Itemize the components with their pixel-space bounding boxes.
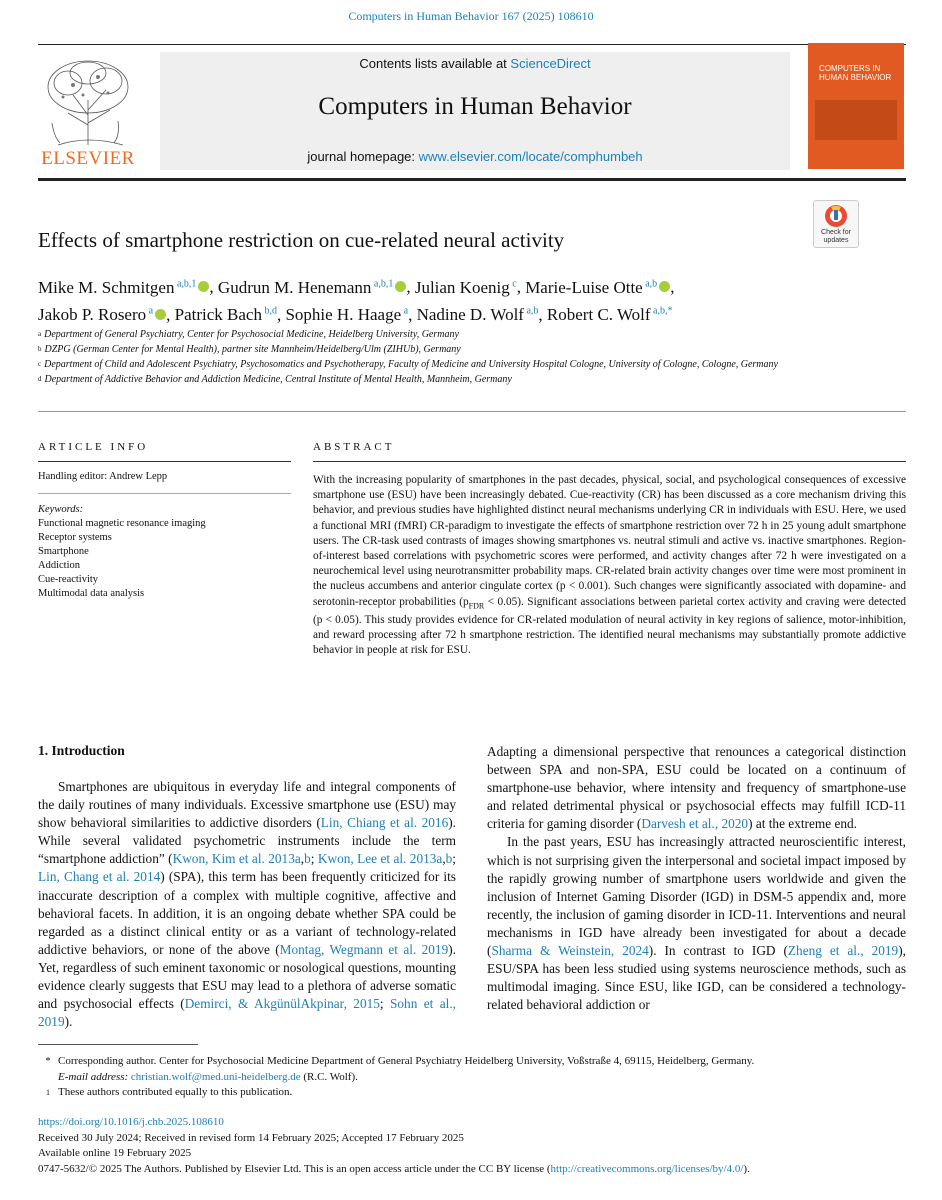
citation-link[interactable]: Demirci, & AkgünülAkpinar, 2015 <box>184 996 380 1012</box>
intro-paragraph-2: Adapting a dimensional perspective that renounces a categorical distinction between SPA and non-SPA, ESU could be located on a continuum of smartphone-use behavior, where intensity and frequency of smartphone-use and related detrimental physical or psychosocial effects may fulfill ICD-11 criteria for gaming disorder (Darvesh et al., 2020) at the extreme end. <box>487 744 906 832</box>
author-affiliation-marker[interactable]: a,b <box>642 278 658 289</box>
homepage-link[interactable]: www.elsevier.com/locate/comphumbeh <box>418 149 643 164</box>
info-rule-2 <box>38 493 291 494</box>
header-rule <box>38 44 906 45</box>
orcid-icon[interactable] <box>155 309 166 320</box>
keyword-item: Receptor systems <box>38 532 112 543</box>
header-thick-rule <box>38 178 906 181</box>
equal-contribution-note: 1 These authors contributed equally to this publication. <box>46 1086 293 1098</box>
citation-link[interactable]: Sohn et al., 2019 <box>38 996 456 1030</box>
journal-homepage <box>160 149 790 164</box>
journal-title: Computers in Human Behavior <box>318 93 632 120</box>
check-updates-icon <box>814 201 858 231</box>
affiliations <box>38 327 898 387</box>
author-name[interactable]: Jakob P. Rosero $^a$ <box>38 305 166 324</box>
right-column <box>487 743 906 1014</box>
citation-link[interactable]: Kwon, Kim et al. 2013a <box>172 851 301 867</box>
intro-paragraph-3: In the past years, ESU has increasingly attracted neuroscientific interest, which is not surprising given the interpersonal and societal impact imposed by the rapidly growing number of smartphone users worldwide and given the inclusion of Internet Gaming Disorder (IGD) in DSM-5 appendix and, more recently, the inclusion of gaming disorder in ICD-11. Interventions and neural mechanisms in IGD have already been investigated for about a decade (Sharma & Weinstein, 2024). In contrast to IGD (Zheng et al., 2019), ESU/SPA has been less studied using systems neuroscience methods, such as multimodal imaging. Since ESU, like IGD, can be considered a technology-related behavioral addiction or <box>487 834 906 1013</box>
footnotes <box>38 1054 908 1101</box>
citation-link[interactable]: b <box>445 851 453 867</box>
journal-citation[interactable]: Computers in Human Behavior 167 (2025) 108610 <box>348 9 594 23</box>
publication-info <box>38 1115 918 1177</box>
keywords-list <box>38 517 206 601</box>
contents-line <box>160 56 790 71</box>
received-dates: Received 30 July 2024; Received in revised form 14 February 2025; Accepted 17 February 2025 <box>38 1131 464 1144</box>
author-affiliation-marker[interactable]: b,d <box>261 305 277 317</box>
affil-rule <box>38 411 906 412</box>
email-note: E-mail address: christian.wolf@med.uni-heidelberg.de (R.C. Wolf). <box>58 1070 358 1083</box>
author-affiliation-marker[interactable]: a,b,* <box>650 305 673 317</box>
citation-link[interactable]: Sharma & Weinstein, 2024 <box>491 943 649 959</box>
author-affiliation-marker[interactable]: c <box>509 278 517 289</box>
keywords-label: Keywords: <box>38 504 84 515</box>
license-link[interactable]: http://creativecommons.org/licenses/by/4.0/ <box>550 1162 744 1175</box>
doi-link[interactable]: https://doi.org/10.1016/j.chb.2025.108610 <box>38 1116 224 1128</box>
author-affiliation-marker[interactable]: a,b,1 <box>174 278 197 289</box>
author-name[interactable]: Nadine D. Wolf $^{a,b}$ <box>416 305 539 325</box>
intro-paragraph-1: Smartphones are ubiquitous in everyday life and integral components of the daily routines of many individuals. Excessive smartphone use (ESU) may show behavioral similarities to addictive disorders (Lin, Chiang et al. 2016). While several validated psychometric instruments include the term “smartphone addiction” (Kwon, Kim et al. 2013a,b; Kwon, Lee et al. 2013a,b; Lin, Chang et al. 2014) (SPA), this term has been frequently criticized for its inaccurate description of a complex with multiple cognitive, affective and behavioral facets. In addition, it is an ongoing debate whether SPA could be regarded as a distinct clinical entity or as a variant of technology-related addictive behaviors, or none of the above (Montag, Wegmann et al. 2019). Yet, regardless of such eminent taxonomic or nosological questions, mounting evidence clearly suggests that ESU may lead to a plethora of adverse somatic and psychosocial effects (Demirci, & AkgünülAkpinar, 2015; Sohn et al., 2019). <box>38 779 456 1030</box>
keyword-item: Functional magnetic resonance imaging <box>38 518 206 529</box>
orcid-icon[interactable] <box>659 281 670 292</box>
author-name[interactable]: Marie-Luise Otte $^{a,b}$ <box>525 278 670 297</box>
orcid-icon[interactable] <box>198 281 209 292</box>
license-line: 0747-5632/© 2025 The Authors. Published by Elsevier Ltd. This is an open access article under the CC BY license (http://creativecommons.org/licenses/by/4.0/). <box>38 1162 750 1175</box>
abstract-heading: ABSTRACT <box>313 441 395 453</box>
citation-link[interactable]: Kwon, Lee et al. 2013a <box>317 851 443 867</box>
affiliation-c: $^c$ Department of Child and Adolescent Psychiatry, Psychosomatics and Psychotherapy, Faculty of Medicine and University Hospital Cologne, University of Cologne, Cologne, Germany <box>38 359 778 370</box>
left-column <box>38 778 456 1031</box>
sciencedirect-link[interactable]: ScienceDirect <box>510 56 591 71</box>
publisher-wordmark: ELSEVIER <box>41 148 135 169</box>
author-affiliation-marker[interactable]: a,b <box>523 305 539 317</box>
citation-link[interactable]: b <box>304 851 311 867</box>
keyword-item: Multimodal data analysis <box>38 588 145 599</box>
corresponding-author-note: * Corresponding author. Center for Psychosocial Medicine Department of General Psychiatry Heidelberg University, Voßstraße 4, 69115, Heidelberg, Germany. <box>45 1055 755 1067</box>
author-name[interactable]: Mike M. Schmitgen $^{a,b,1}$ <box>38 278 209 297</box>
keyword-item: Cue-reactivity <box>38 574 99 585</box>
info-rule <box>38 461 291 462</box>
cover-art <box>815 100 897 140</box>
citation-link[interactable]: Montag, Wegmann et al. 2019 <box>279 941 449 957</box>
check-updates-label: Check for updates <box>821 229 851 244</box>
handling-editor: Handling editor: Andrew Lepp <box>38 471 168 482</box>
author-name[interactable]: Gudrun M. Henemann $^{a,b,1}$ <box>218 278 406 297</box>
author-name[interactable]: Sophie H. Haage $^a$ <box>285 305 409 325</box>
keyword-item: Addiction <box>38 560 80 571</box>
cover-title: COMPUTERS IN HUMAN BEHAVIOR <box>819 64 892 82</box>
citation-link[interactable]: Zheng et al., 2019 <box>787 943 899 959</box>
author-name[interactable]: Robert C. Wolf $^{a,b,*}$ <box>546 305 673 325</box>
article-info-heading: ARTICLE INFO <box>38 441 149 453</box>
citation-link[interactable]: Lin, Chang et al. 2014 <box>38 869 161 885</box>
author-affiliation-marker[interactable]: a,b,1 <box>371 278 394 289</box>
section-heading-introduction: 1. Introduction <box>38 743 125 758</box>
keywords-block <box>38 503 206 601</box>
author-list: Mike M. Schmitgen $^{a,b,1}$ , Gudrun M. Henemann $^{a,b,1}$ , Julian Koenig $^c$, Marie-Luise Otte $^{a,b}$ , Jakob P. Rosero $^a$ , Patrick Bach $^{b,d}$, Sophie H. Haage $^a$, Nadine D. Wolf $^{a,b}$, Robert C. Wolf $^{a,b,*}$ <box>38 277 675 325</box>
affiliation-b: $^b$ DZPG (German Center for Mental Health), partner site Mannheim/Heidelberg/Ulm (ZIHUb), Germany <box>38 344 461 355</box>
author-name[interactable]: Julian Koenig $^c$ <box>414 277 517 297</box>
contents-prefix: Contents lists available at <box>359 56 507 71</box>
homepage-prefix: journal homepage: <box>307 149 416 164</box>
abstract-rule <box>313 461 906 462</box>
author-name[interactable]: Patrick Bach $^{b,d}$ <box>174 305 277 325</box>
abstract-text: With the increasing popularity of smartphones in the past decades, physical, social, and psychological consequences of excessive smartphone use (ESU) have been increasingly debated. Cue-reactivity (CR) has been discussed as a core mechanism driving this behavior, and previous studies have highlighted distinct neural mechanisms underlying CR in individuals with ESU. Here, we used a functional MRI (fMRI) CR-paradigm to investigate the effects of smartphone restriction over 72 h in 25 young adult smartphone users. The CR-task used contrasts of images showing smartphones vs. neutral stimuli and active vs. inactive smartphones. Region-of-interest based correlations with psychometric scores were performed, and activity changes after 72 h were investigated on a neurochemical level using neurotransmitter probability maps. CR-related brain activity changes over time were most prominent in the nucleus accumbens and anterior cingulate cortex (p < 0.001). Such changes were significantly associated with dopamine- and serotonin-receptor probabilities $(p_{FDR} < 0.05)$. Significant associations between parietal cortex activity and craving were detected (p < 0.05). This study provides evidence for CR-related modulation of neural activity in key regions of salience, motor-inhibition, and reward processing after 72 h smartphone restriction. The identified neural mechanisms may substantially promote addictive behavior in people at risk for ESU. <box>313 474 906 657</box>
author-affiliation-marker[interactable]: a <box>146 305 154 317</box>
orcid-icon[interactable] <box>395 281 406 292</box>
keyword-item: Smartphone <box>38 546 89 557</box>
author-affiliation-marker[interactable]: a <box>401 305 409 317</box>
footnote-rule <box>38 1044 198 1045</box>
citation-link[interactable]: Darvesh et al., 2020 <box>641 816 749 832</box>
affiliation-a: $^a$ Department of General Psychiatry, Center for Psychosocial Medicine, Heidelberg University, Germany <box>38 329 459 340</box>
article-title: Effects of smartphone restriction on cue-related neural activity <box>38 228 565 252</box>
email-link[interactable]: christian.wolf@med.uni-heidelberg.de <box>130 1070 301 1083</box>
citation-link[interactable]: Lin, Chiang et al. 2016 <box>320 815 449 831</box>
available-online: Available online 19 February 2025 <box>38 1147 192 1159</box>
affiliation-d: $^d$ Department of Addictive Behavior and Addiction Medicine, Central Institute of Mental Health, Mannheim, Germany <box>38 374 512 385</box>
